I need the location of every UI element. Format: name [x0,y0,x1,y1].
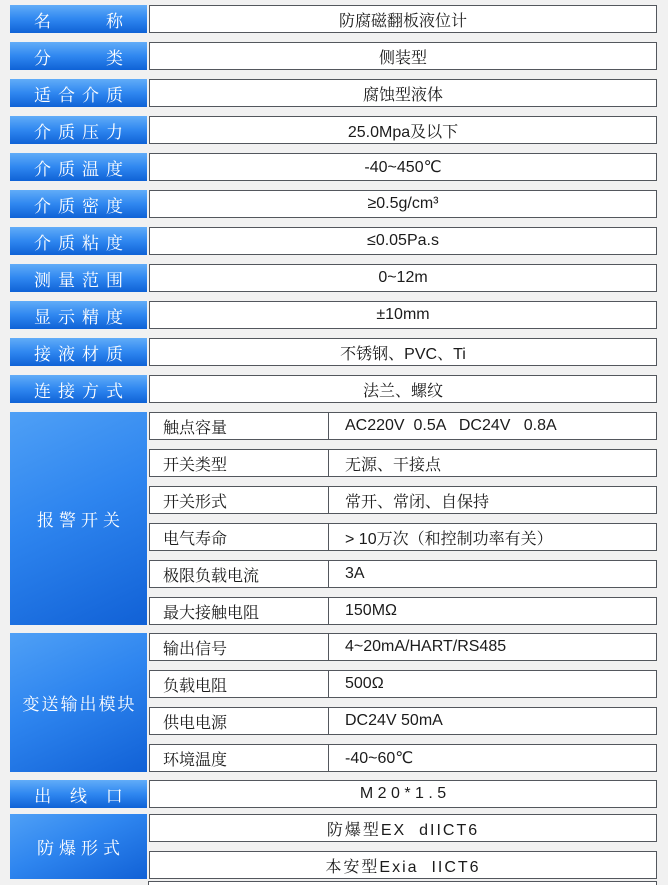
spec-row-medium-density [10,190,657,218]
spec-label-text: 连接方式 [34,381,130,401]
explosion-proof-type-ex: 防爆型EX dIICT6 [149,814,657,842]
group-rows [149,814,657,879]
sub-row-switch-form [149,486,657,514]
spec-label [10,153,147,181]
group-alarm-switch [10,412,657,625]
spec-value: M 2 0 * 1 . 5 [149,780,657,808]
sub-label: 触点容量 [163,419,228,437]
cut-off-row [148,881,657,885]
spec-label [10,42,147,70]
sub-label: 开关形式 [163,493,228,511]
spec-row-wetted-material [10,338,657,366]
sub-value: -40~60℃ [328,745,656,771]
sub-label: 输出信号 [163,640,228,658]
group-label-transmitter-output [10,633,147,772]
spec-row-measuring-range [10,264,657,292]
spec-label [10,338,147,366]
group-explosion-proof [10,814,657,879]
spec-row-medium-viscosity [10,227,657,255]
spec-label-text: 显示精度 [34,307,130,327]
spec-value: ≥0.5g/cm³ [149,190,657,218]
spec-label-text: 名 称 [34,11,130,31]
sub-row-load-resistance [149,670,657,698]
spec-row-medium-pressure [10,116,657,144]
sub-value: > 10万次（和控制功率有关） [328,524,656,550]
spec-label [10,116,147,144]
spec-label-text: 出 线 口 [34,786,130,806]
sub-label: 开关类型 [163,456,228,474]
sub-label: 最大接触电阻 [163,604,260,622]
sub-row-max-contact-resistance [149,597,657,625]
sub-value: 3A [328,561,656,587]
spec-value: -40~450℃ [149,153,657,181]
spec-row-cable-outlet [10,780,657,808]
spec-row-name [10,5,657,33]
spec-value: 法兰、螺纹 [149,375,657,403]
sub-value: 500Ω [328,671,656,697]
spec-label [10,301,147,329]
spec-label-text: 接液材质 [34,344,130,364]
spec-row-category [10,42,657,70]
spec-label-text: 介质粘度 [34,233,130,253]
spec-label-text: 介质压力 [34,122,130,142]
group-label-text: 报警开关 [37,511,125,530]
spec-row-connection-type [10,375,657,403]
spec-value: 腐蚀型液体 [149,79,657,107]
sub-value: DC24V 50mA [328,708,656,734]
sub-label: 极限负载电流 [163,567,260,585]
group-transmitter-output [10,633,657,772]
spec-row-display-accuracy [10,301,657,329]
group-label-alarm-switch [10,412,147,625]
spec-value: ≤0.05Pa.s [149,227,657,255]
spec-value: 不锈钢、PVC、Ti [149,338,657,366]
spec-label [10,5,147,33]
spec-label-text: 介质温度 [34,159,130,179]
sub-value: AC220V 0.5A DC24V 0.8A [328,413,656,439]
sub-row-output-signal [149,633,657,661]
sub-value: 150MΩ [328,598,656,624]
spec-label [10,780,147,808]
group-label-text: 变送输出模块 [22,695,137,714]
sub-row-contact-capacity [149,412,657,440]
spec-label [10,79,147,107]
spec-value: 侧装型 [149,42,657,70]
sub-label: 环境温度 [163,751,228,769]
spec-label [10,375,147,403]
sub-value: 常开、常闭、自保持 [328,487,656,513]
spec-row-suitable-medium [10,79,657,107]
explosion-proof-type-exia: 本安型Exia IICT6 [149,851,657,879]
spec-label-text: 介质密度 [34,196,130,216]
sub-label: 电气寿命 [163,530,228,548]
spec-label-text: 分 类 [34,48,130,68]
spec-row-medium-temperature [10,153,657,181]
spec-value: ±10mm [149,301,657,329]
group-label-explosion-proof [10,814,147,879]
sub-value: 无源、干接点 [328,450,656,476]
spec-value: 0~12m [149,264,657,292]
spec-label-text: 测量范围 [34,270,130,290]
sub-label: 供电电源 [163,714,228,732]
sub-value: 4~20mA/HART/RS485 [328,634,656,660]
sub-row-limit-load-current [149,560,657,588]
group-rows [149,633,657,772]
spec-label-text: 适合介质 [34,85,130,105]
group-rows [149,412,657,625]
spec-value: 防腐磁翻板液位计 [149,5,657,33]
spec-label [10,264,147,292]
spec-label [10,190,147,218]
group-label-text: 防爆形式 [37,839,125,858]
sub-row-electrical-life [149,523,657,551]
sub-row-ambient-temperature [149,744,657,772]
spec-value: 25.0Mpa及以下 [149,116,657,144]
sub-row-switch-type [149,449,657,477]
spec-label [10,227,147,255]
sub-row-power-supply [149,707,657,735]
sub-label: 负载电阻 [163,677,228,695]
